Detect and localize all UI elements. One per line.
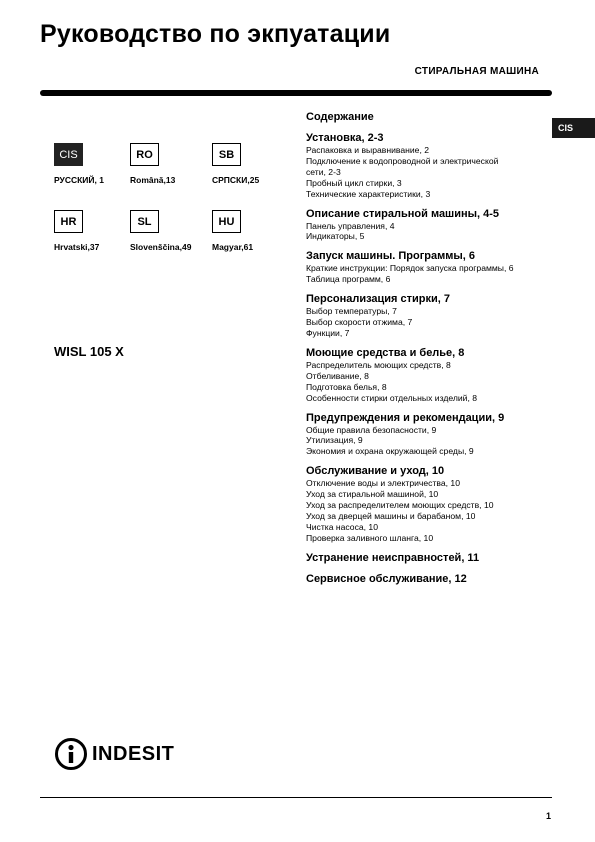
toc-section-title[interactable]: Моющие средства и белье, 8 bbox=[306, 346, 465, 359]
toc-item[interactable]: Уход за дверцей машины и барабаном, 10 bbox=[306, 510, 476, 521]
toc-item[interactable]: Индикаторы, 5 bbox=[306, 231, 365, 242]
toc-item[interactable]: Уход за распределителем моющих средств, 10 bbox=[306, 500, 494, 511]
toc-section bbox=[306, 207, 556, 243]
toc-section bbox=[306, 464, 556, 543]
toc-item[interactable]: Таблица программ, 6 bbox=[306, 274, 391, 285]
toc-section-title[interactable]: Персонализация стирки, 7 bbox=[306, 293, 451, 306]
language-label: Hrvatski,37 bbox=[54, 242, 100, 252]
table-of-contents bbox=[306, 111, 556, 593]
language-label: Română,13 bbox=[130, 175, 176, 185]
language-side-tab[interactable]: CIS bbox=[552, 118, 595, 138]
toc-section-title[interactable]: Запуск машины. Программы, 6 bbox=[306, 250, 476, 263]
toc-item[interactable]: Общие правила безопасности, 9 bbox=[306, 424, 437, 435]
toc-item-list bbox=[306, 360, 556, 404]
toc-heading: Содержание bbox=[306, 111, 374, 123]
toc-item[interactable]: Краткие инструкции: Порядок запуска программы, 6 bbox=[306, 263, 514, 274]
language-code-box[interactable]: CIS bbox=[54, 143, 83, 166]
brand-logo bbox=[54, 737, 174, 771]
toc-item[interactable]: Технические характеристики, 3 bbox=[306, 188, 431, 199]
language-code-box[interactable]: RO bbox=[130, 143, 159, 166]
language-code-box[interactable]: HU bbox=[212, 210, 241, 233]
toc-item-list bbox=[306, 306, 556, 339]
toc-section bbox=[306, 411, 556, 458]
indesit-logo-icon bbox=[54, 737, 88, 771]
toc-section bbox=[306, 131, 556, 200]
toc-section bbox=[306, 292, 556, 339]
toc-section bbox=[306, 551, 556, 565]
page-number: 1 bbox=[545, 811, 551, 821]
language-label: РУССКИЙ, 1 bbox=[54, 175, 104, 185]
toc-item-list bbox=[306, 145, 556, 200]
footer-divider bbox=[40, 797, 552, 798]
language-code-box[interactable]: SL bbox=[130, 210, 159, 233]
header-divider bbox=[40, 90, 552, 96]
language-option-sb[interactable] bbox=[212, 143, 302, 185]
toc-item[interactable]: Чистка насоса, 10 bbox=[306, 521, 378, 532]
toc-item-list bbox=[306, 425, 556, 458]
toc-section bbox=[306, 249, 556, 285]
toc-item-list bbox=[306, 263, 556, 285]
toc-section-title[interactable]: Установка, 2-3 bbox=[306, 132, 384, 144]
toc-item[interactable]: Выбор скорости отжима, 7 bbox=[306, 317, 413, 328]
toc-sections bbox=[306, 131, 556, 586]
toc-item[interactable]: Уход за стиральной машиной, 10 bbox=[306, 489, 439, 500]
language-option-ro[interactable] bbox=[130, 143, 220, 185]
toc-item[interactable]: Функции, 7 bbox=[306, 327, 350, 338]
toc-item[interactable]: Подготовка белья, 8 bbox=[306, 381, 387, 392]
toc-item-list bbox=[306, 221, 556, 243]
toc-section-title[interactable]: Предупреждения и рекомендации, 9 bbox=[306, 411, 505, 424]
language-code-box[interactable]: SB bbox=[212, 143, 241, 166]
toc-item[interactable]: Подключение к водопроводной и электрической bbox=[306, 155, 499, 166]
language-option-hu[interactable] bbox=[212, 210, 302, 252]
toc-item[interactable]: Панель управления, 4 bbox=[306, 220, 395, 231]
toc-item[interactable]: Выбор температуры, 7 bbox=[306, 306, 397, 317]
toc-item[interactable]: Особенности стирки отдельных изделий, 8 bbox=[306, 392, 477, 403]
toc-item[interactable]: Отбеливание, 8 bbox=[306, 370, 369, 381]
toc-item[interactable]: сети, 2-3 bbox=[306, 166, 341, 177]
language-option-sl[interactable] bbox=[130, 210, 220, 252]
toc-item[interactable]: Распаковка и выравнивание, 2 bbox=[306, 145, 430, 155]
model-number: WISL 105 X bbox=[54, 344, 124, 359]
toc-section bbox=[306, 346, 556, 404]
language-label: Magyar,61 bbox=[212, 242, 254, 252]
language-label: Slovenščina,49 bbox=[130, 242, 192, 252]
toc-section bbox=[306, 572, 556, 586]
toc-item-list bbox=[306, 478, 556, 543]
document-title: Руководство по экпуатации bbox=[40, 20, 391, 48]
toc-item[interactable]: Пробный цикл стирки, 3 bbox=[306, 177, 402, 188]
toc-section-title[interactable]: Сервисное обслуживание, 12 bbox=[306, 572, 467, 585]
toc-item[interactable]: Экономия и охрана окружающей среды, 9 bbox=[306, 446, 474, 457]
toc-item[interactable]: Распределитель моющих средств, 8 bbox=[306, 359, 451, 370]
toc-item[interactable]: Утилизация, 9 bbox=[306, 435, 363, 446]
toc-section-title[interactable]: Обслуживание и уход, 10 bbox=[306, 465, 445, 478]
language-code-box[interactable]: HR bbox=[54, 210, 83, 233]
toc-section-title[interactable]: Описание стиральной машины, 4-5 bbox=[306, 207, 500, 220]
brand-name: INDESIT bbox=[92, 742, 175, 765]
language-label: СРПСКИ,25 bbox=[212, 175, 260, 185]
toc-section-title[interactable]: Устранение неисправностей, 11 bbox=[306, 551, 480, 564]
toc-item[interactable]: Проверка заливного шланга, 10 bbox=[306, 532, 434, 543]
document-subtitle: СТИРАЛЬНАЯ МАШИНА bbox=[414, 66, 539, 77]
toc-item[interactable]: Отключение воды и электричества, 10 bbox=[306, 478, 460, 489]
